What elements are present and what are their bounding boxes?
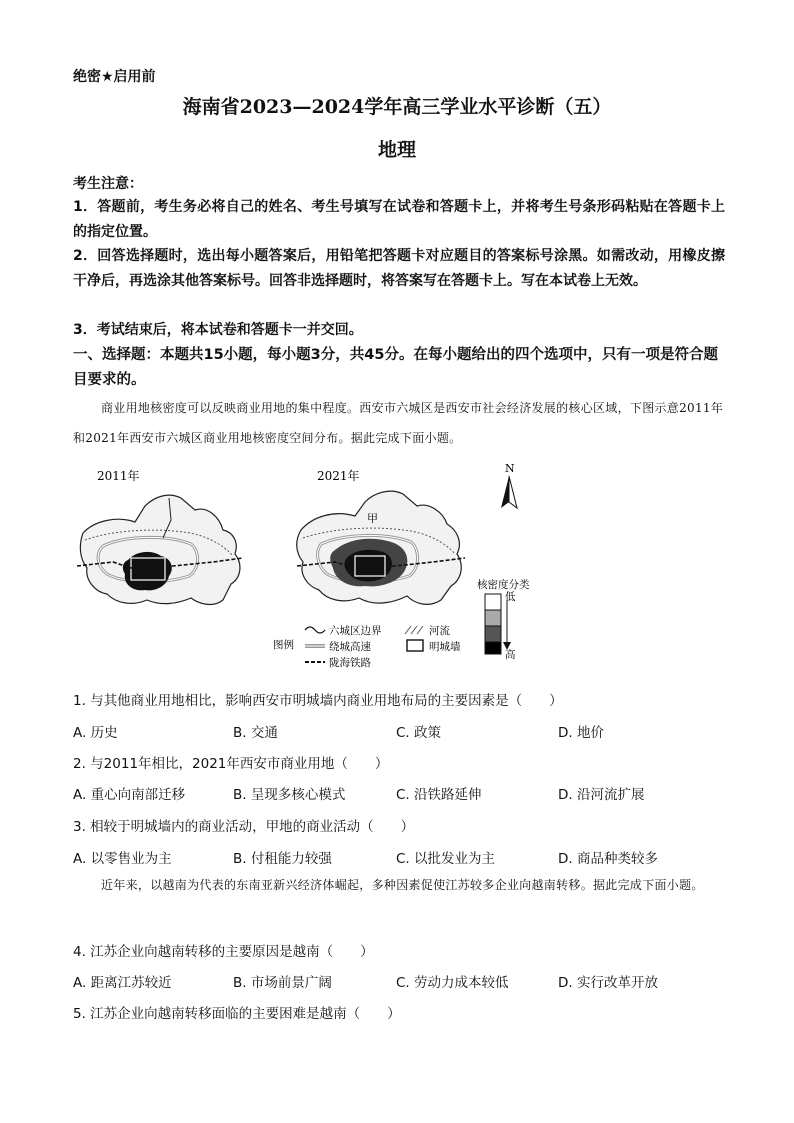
density-high: 高: [505, 649, 516, 661]
question-1-stem: 1. 与其他商业用地相比，影响西安市明城墙内商业用地布局的主要因素是（ ）: [73, 693, 563, 709]
legend-boundary: 六城区边界: [329, 625, 382, 637]
q3-option-b[interactable]: B. 付租能力较强: [233, 851, 332, 867]
map-2021: [297, 468, 465, 604]
map-legend: [273, 624, 461, 669]
q1-option-a[interactable]: A. 历史: [73, 725, 118, 741]
exam-subject: 地理: [377, 139, 416, 161]
density-map-figure: [73, 458, 633, 673]
legend-title: 图例: [273, 639, 294, 651]
question-2-stem: 2. 与2011年相比，2021年西安市商业用地（ ）: [73, 756, 389, 772]
q2-option-a[interactable]: A. 重心向南部迁移: [73, 787, 186, 803]
legend-wall: 明城墙: [429, 641, 461, 653]
q1-option-d[interactable]: D. 地价: [558, 725, 604, 741]
map-2011-label: 2011年: [97, 469, 140, 483]
notice-item-3: 3．考试结束后，将本试卷和答题卡一并交回。: [73, 322, 363, 338]
section-heading: 一、选择题：本题共15小题，每小题3分，共45分。在每小题给出的四个选项中，只有一项是符合题目要求的。: [73, 347, 718, 388]
density-title: 核密度分类: [477, 579, 530, 591]
legend-expressway: 绕城高速: [329, 641, 371, 653]
map-2011: [77, 468, 243, 604]
question-4-stem: 4. 江苏企业向越南转移的主要原因是越南（ ）: [73, 944, 374, 960]
material-paragraph-1: 商业用地核密度可以反映商业用地的集中程度。西安市六城区是西安市社会经济发展的核心区域，下图示意2011年和2021年西安市六城区商业用地核密度空间分布。据此完成下面小题。: [73, 401, 724, 445]
exam-title: 海南省2023—2024学年高三学业水平诊断（五）: [182, 96, 612, 118]
wall-symbol: [407, 640, 423, 651]
north-label: N: [505, 462, 515, 475]
q1-option-c[interactable]: C. 政策: [396, 725, 442, 741]
legend-river: 河流: [429, 625, 450, 637]
q4-option-c[interactable]: C. 劳动力成本较低: [396, 975, 509, 991]
notice-item-2: 2．回答选择题时，选出每小题答案后，用铅笔把答题卡对应题目的答案标号涂黑。如需改动，用橡皮擦干净后，再选涂其他答案标号。回答非选择题时，将答案写在答题卡上。写在本试卷上无效。: [73, 248, 725, 289]
material-paragraph-2: 近年来，以越南为代表的东南亚新兴经济体崛起，多种因素促使江苏较多企业向越南转移。据此完成下面小题。: [101, 878, 704, 892]
q2-option-c[interactable]: C. 沿铁路延伸: [396, 787, 482, 803]
q3-option-d[interactable]: D. 商品种类较多: [558, 851, 658, 867]
question-5-stem: 5. 江苏企业向越南转移面临的主要困难是越南（ ）: [73, 1006, 401, 1022]
north-arrow: [501, 462, 517, 508]
q2-option-b[interactable]: B. 呈现多核心模式: [233, 787, 346, 803]
map-2021-label: 2021年: [317, 469, 360, 483]
density-low: 低: [505, 591, 516, 603]
legend-railway: 陇海铁路: [329, 657, 371, 669]
q4-option-d[interactable]: D. 实行改革开放: [558, 975, 658, 991]
q2-option-d[interactable]: D. 沿河流扩展: [558, 787, 645, 803]
secret-mark: 绝密★启用前: [73, 69, 156, 85]
q1-option-b[interactable]: B. 交通: [233, 725, 278, 741]
point-jia-label: 甲: [367, 512, 378, 525]
notice-heading: 考生注意：: [73, 176, 143, 192]
north-arrow-icon: [501, 476, 509, 508]
q3-option-c[interactable]: C. 以批发业为主: [396, 851, 496, 867]
boundary-symbol: [305, 627, 325, 633]
notice-item-1: 1．答题前，考生务必将自己的姓名、考生号填写在试卷和答题卡上，并将考生号条形码粘贴在答题卡上的指定位置。: [73, 199, 725, 240]
river-symbol: [405, 626, 423, 634]
q4-option-a[interactable]: A. 距离江苏较近: [73, 975, 172, 991]
question-3-stem: 3. 相较于明城墙内的商业活动，甲地的商业活动（ ）: [73, 819, 415, 835]
q3-option-a[interactable]: A. 以零售业为主: [73, 851, 172, 867]
density-legend: [477, 578, 530, 661]
district-boundary-2011: [80, 495, 240, 604]
q4-option-b[interactable]: B. 市场前景广阔: [233, 975, 332, 991]
